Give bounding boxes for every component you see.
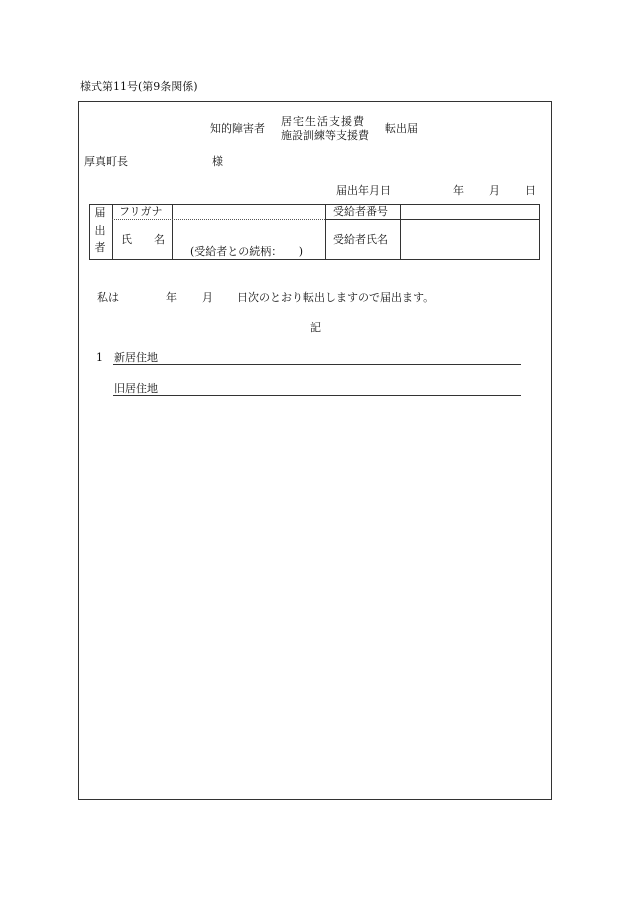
recipient-number-label: 受給者番号 (333, 205, 388, 218)
statement-year: 年 (166, 291, 177, 304)
new-address-line (113, 364, 521, 365)
date-day: 日 (525, 184, 536, 197)
side-label-3: 者 (94, 241, 106, 254)
name-label: 氏 名 (121, 233, 165, 246)
furigana-label: フリガナ (119, 205, 163, 218)
old-address-line (113, 395, 521, 396)
title-suffix: 転出届 (385, 122, 418, 135)
date-year: 年 (453, 184, 464, 197)
title-line2: 施設訓練等支援費 (281, 129, 369, 142)
statement-rest: 日次のとおり転出しますので届出ます。 (237, 291, 435, 304)
side-label-2: 出 (94, 224, 106, 237)
title-prefix: 知的障害者 (210, 122, 265, 135)
relation-note: (受給者との続柄： ) (190, 245, 304, 258)
date-label: 届出年月日 (336, 184, 391, 197)
statement-month: 月 (202, 291, 213, 304)
old-address-label: 旧居住地 (114, 382, 158, 395)
addressee: 厚真町長 (84, 155, 128, 168)
statement-prefix: 私は (97, 291, 119, 304)
ki-mark: 記 (310, 321, 321, 334)
date-month: 月 (489, 184, 500, 197)
title-line1: 居宅生活支援費 (281, 115, 365, 128)
new-address-label: 新居住地 (114, 351, 158, 364)
form-number: 様式第11号(第9条関係) (80, 80, 198, 93)
side-label-1: 届 (94, 206, 106, 219)
recipient-name-label: 受給者氏名 (333, 233, 388, 246)
honorific: 様 (212, 155, 223, 168)
item-number: 1 (96, 351, 103, 364)
